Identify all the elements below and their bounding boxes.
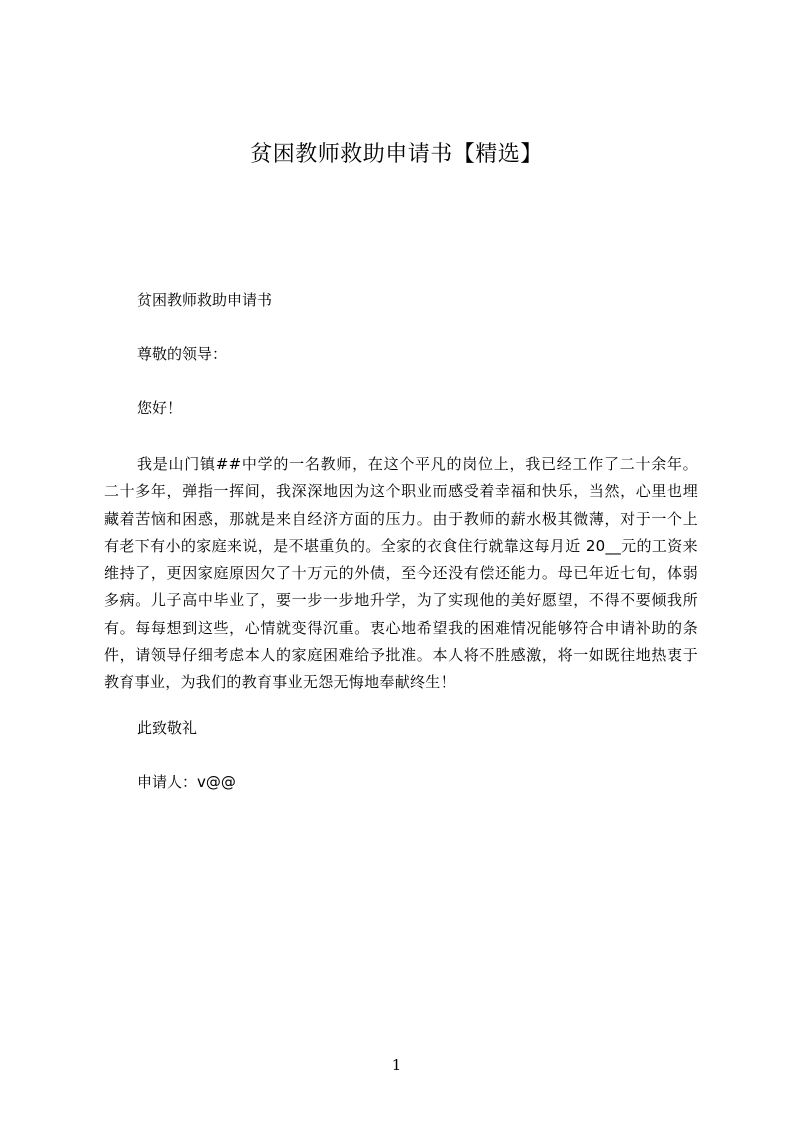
greeting: 您好！ bbox=[137, 399, 183, 417]
salutation: 尊敬的领导： bbox=[137, 345, 228, 363]
applicant-signature: 申请人：v@@ bbox=[137, 773, 236, 791]
document-title: 贫困教师救助申请书【精选】 bbox=[250, 142, 543, 167]
letter-heading: 贫困教师救助申请书 bbox=[137, 291, 273, 309]
closing: 此致敬礼 bbox=[137, 719, 198, 737]
page-number: 1 bbox=[391, 1056, 402, 1074]
body-paragraph: 我是山门镇##中学的一名教师，在这个平凡的岗位上，我已经工作了二十余年。二十多年，弹指一挥间，我深深地因为这个职业而感受着幸福和快乐，当然，心里也埋藏着苦恼和困惑，那就是来自经济方面的压力。由于教师的薪水极其微薄，对于一个上有老下有小的家庭来说，是不堪重负的。全家的衣食住行就靠这每月近 20__元的工资来维持了，更因家庭原因欠了十万元的外债，至今还没有偿还能力。母已年近七旬，体弱多病。儿子高中毕业了，要一步一步地升学，为了实现他的美好愿望，不得不要倾我所有。每每想到这些，心情就变得沉重。衷心地希望我的困难情况能够符合申请补助的条件，请领导仔细考虑本人的家庭困难给予批准。本人将不胜感激，将一如既往地热衷于教育事业，为我们的教育事业无怨无悔地奉献终生！ bbox=[104, 455, 698, 692]
